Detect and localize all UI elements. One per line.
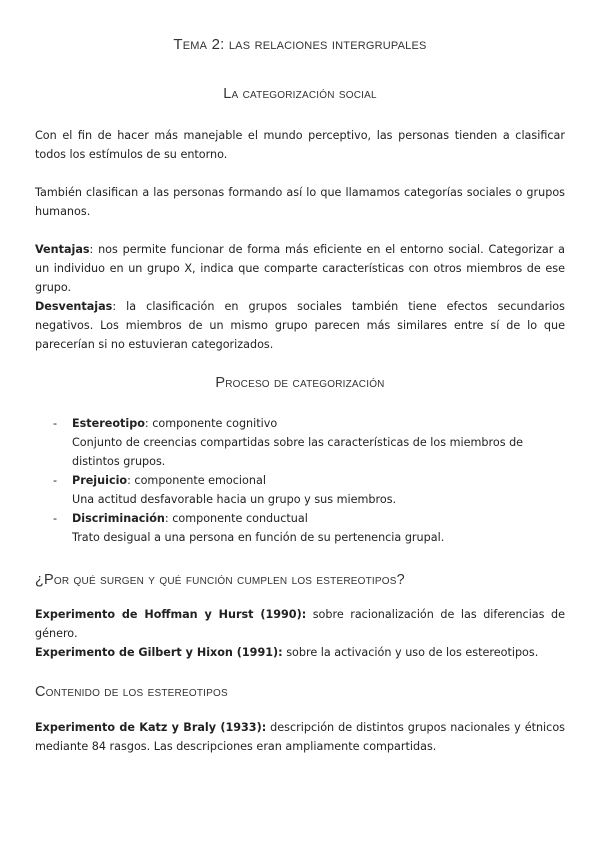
role-discriminacion: : componente conductual (164, 512, 308, 525)
heading-por-que-surgen: ¿Por qué surgen y qué función cumplen los estereotipos? (35, 572, 405, 588)
gilbert-text: sobre la activación y uso de los estereotipos. (282, 646, 539, 659)
gilbert-label: Experimento de Gilbert y Hixon (1991): (35, 646, 283, 659)
paragraph-desventajas (35, 297, 565, 354)
heading-categorizacion-social: La categorización social (223, 86, 377, 102)
desventajas-text: : la clasificación en grupos sociales también tiene efectos secundarios negativos. Los miembros de un mismo grupo parecen más similares entre sí de lo que parecerían si no estuvieran categorizados. (35, 300, 565, 351)
paragraph-categorias: También clasifican a las personas formando así lo que llamamos categorías sociales o grupos humanos. (35, 186, 565, 218)
hoffman-label: Experimento de Hoffman y Hurst (1990): (35, 608, 307, 621)
role-prejuicio: : componente emocional (127, 474, 266, 487)
term-estereotipo: Estereotipo (72, 417, 145, 430)
list-bullet: - (53, 417, 58, 430)
paragraph-gilbert-hixon (35, 643, 565, 662)
hoffman-text: sobre racionalización de las diferencias de género. (35, 608, 565, 640)
paragraph-ventajas (35, 240, 565, 297)
ventajas-label: Ventajas (35, 243, 90, 256)
role-estereotipo: : componente cognitivo (144, 417, 278, 430)
desc-estereotipo: Conjunto de creencias compartidas sobre las características de los miembros de distintos grupos. (72, 436, 524, 468)
desc-discriminacion: Trato desigual a una persona en función de su pertenencia grupal. (72, 531, 445, 544)
list-item-discriminacion (35, 509, 565, 547)
heading-contenido-estereotipos: Contenido de los estereotipos (35, 684, 228, 700)
katz-label: Experimento de Katz y Braly (1933): (35, 721, 267, 734)
term-discriminacion: Discriminación (72, 512, 165, 525)
page-title: Tema 2: las relaciones intergrupales (173, 36, 427, 53)
list-item-prejuicio (35, 471, 565, 509)
ventajas-text: : nos permite funcionar de forma más eficiente en el entorno social. Categorizar a un individuo en un grupo X, indica que comparte características con otros miembros de ese grupo. (35, 243, 565, 294)
list-bullet: - (53, 512, 58, 525)
term-prejuicio: Prejuicio (72, 474, 128, 487)
desventajas-label: Desventajas (35, 300, 113, 313)
katz-text: descripción de distintos grupos nacionales y étnicos mediante 84 rasgos. Las descripciones eran ampliamente compartidas. (35, 721, 565, 753)
desc-prejuicio: Una actitud desfavorable hacia un grupo y sus miembros. (72, 493, 397, 506)
list-bullet: - (53, 474, 58, 487)
heading-proceso-categorizacion: Proceso de categorización (215, 375, 385, 391)
list-item-estereotipo (35, 414, 565, 471)
paragraph-katz-braly (35, 718, 565, 756)
paragraph-hoffman-hurst (35, 605, 565, 643)
components-list (35, 414, 565, 547)
paragraph-intro: Con el fin de hacer más manejable el mundo perceptivo, las personas tienden a clasificar todos los estímulos de su entorno. (35, 129, 565, 161)
